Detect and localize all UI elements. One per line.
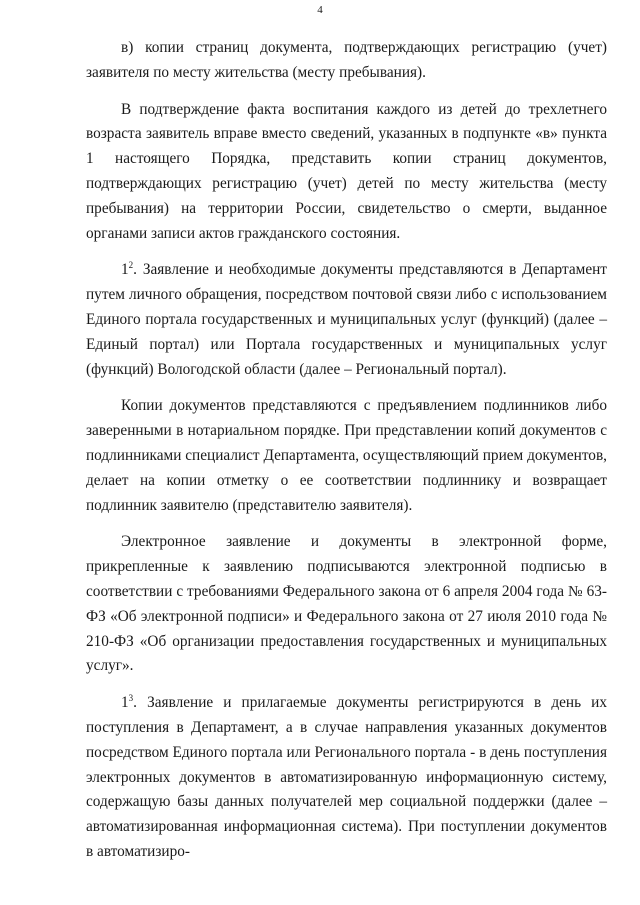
paragraph-clause-1-2 — [86, 258, 607, 382]
paragraph-item-v: в) копии страниц документа, подтверждающих регистрацию (учет) заявителя по месту жительства (месту пребывания). — [86, 39, 607, 81]
clause-number: 1 — [121, 694, 129, 712]
paragraph-clause-1-3 — [86, 691, 607, 865]
paragraph-proof-of-upbringing: В подтверждение факта воспитания каждого из детей до трехлетнего возраста заявитель вправе вместо сведений, указанных в подпункте «в» пункта 1 настоящего Порядка, представить копии страниц документов, подтверждающих регистрацию (учет) детей по месту жительства (месту пребывания) на территории России, свидетельство о смерти, выданное органами записи актов гражданского состояния. — [86, 100, 607, 242]
clause-text: . Заявление и необходимые документы представляются в Департамент путем личного обращения, посредством почтовой связи либо с использованием Единого портала государственных и муниципальных услуг (функций) (далее – Единый портал) или Портала государственных и муниципальных услуг (функций) Вологодской области (далее – Региональный портал). — [86, 261, 607, 378]
clause-number: 1 — [121, 261, 129, 279]
paragraph-electronic-signature: Электронное заявление и документы в электронной форме, прикрепленные к заявлению подписываются электронной подписью в соответствии с требованиями Федерального закона от 6 апреля 2004 года № 63-ФЗ «Об электронной подписи» и Федерального закона от 27 июля 2010 года № 210-ФЗ «Об организации предоставления государственных и муниципальных услуг». — [86, 533, 607, 675]
document-body — [86, 36, 607, 865]
paragraph-document-copies: Копии документов представляются с предъявлением подлинников либо заверенными в нотариальном порядке. При представлении копий документов с подлинниками специалист Департамента, осуществляющий прием документов, делает на копии отметку о ее соответствии подлиннику и возвращает подлинник заявителю (представителю заявителя). — [86, 397, 607, 514]
clause-superscript: 2 — [128, 260, 134, 271]
clause-superscript: 3 — [128, 693, 134, 704]
clause-text: . Заявление и прилагаемые документы регистрируются в день их поступления в Департамент, а в случае направления указанных документов посредством Единого портала или Регионального портала - в день поступления электронных документов в автоматизированную информационную систему, содержащую базы данных получателей мер социальной поддержки (далее – автоматизированная информационная система). При поступлении документов в автоматизиро- — [86, 694, 607, 860]
page-number: 4 — [317, 4, 323, 16]
